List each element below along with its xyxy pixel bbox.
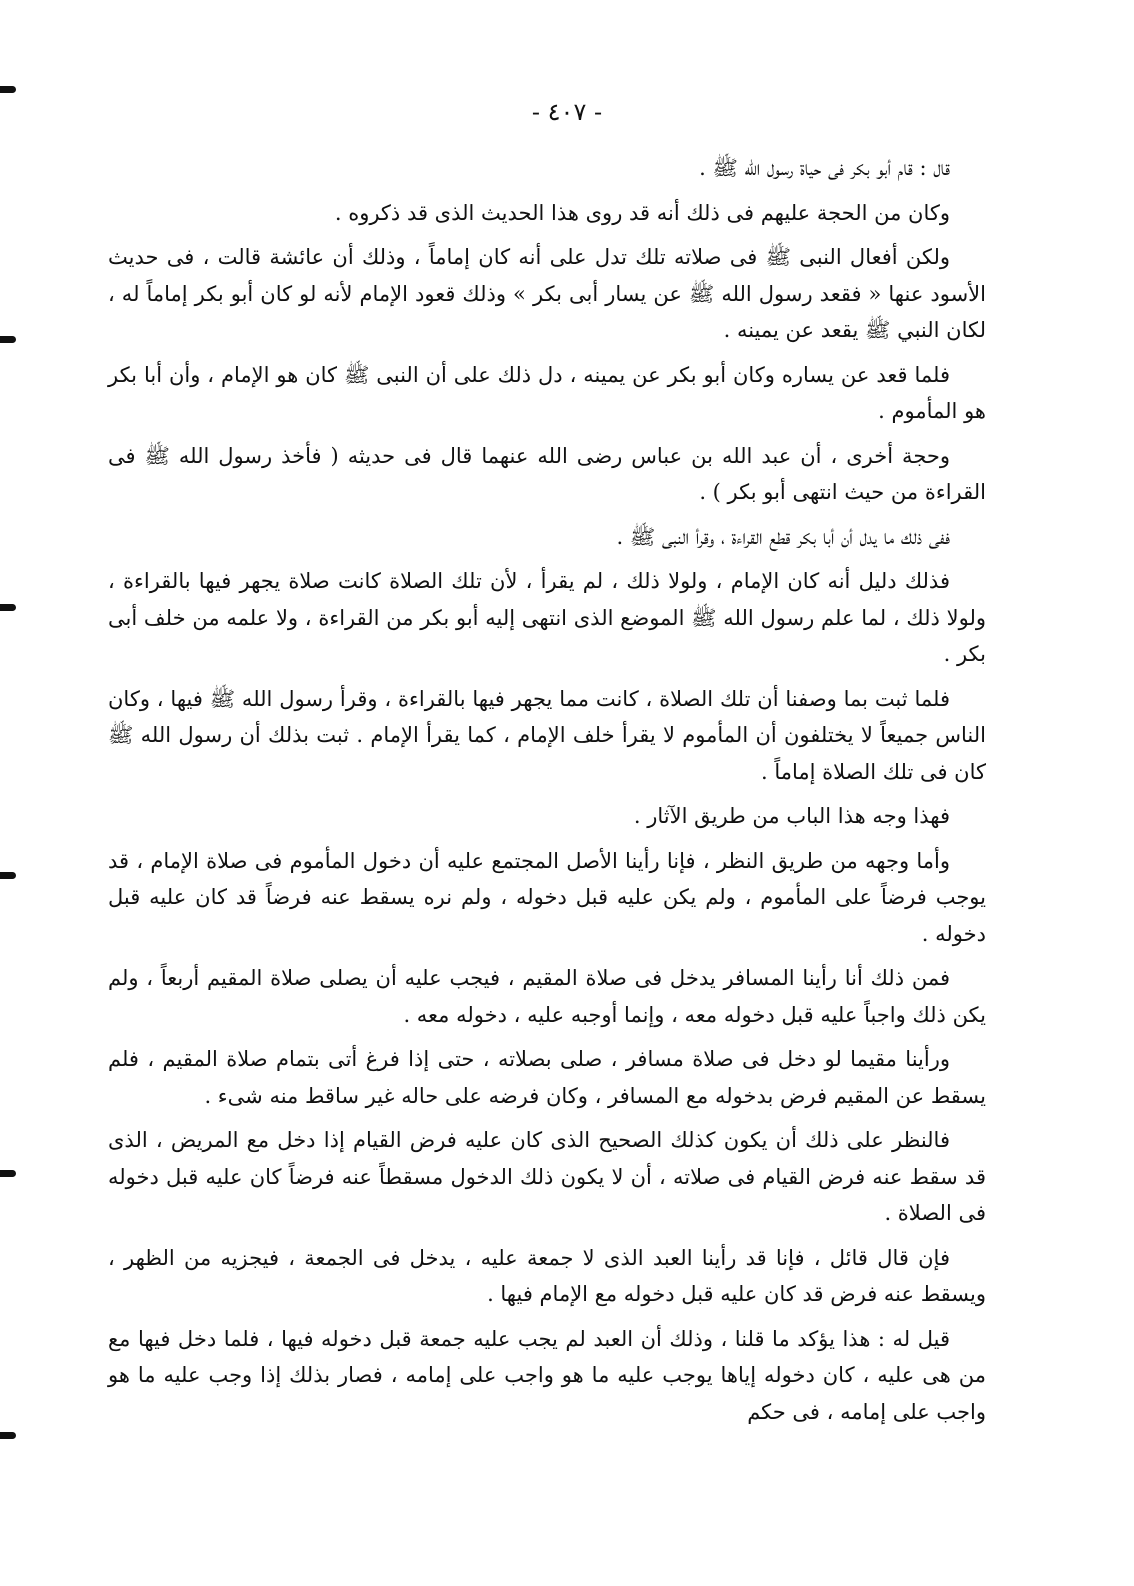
paragraph: ففى ذلك ما يدل أن أبا بكر قطع القراءة ، وقرأ النبى ﷺ .	[616, 524, 950, 549]
page-edge-mark	[0, 604, 16, 611]
paragraph: فلما قعد عن يساره وكان أبو بكر عن يمينه ، دل ذلك على أن النبى ﷺ كان هو الإمام ، وأن أبا بكر هو المأموم .	[108, 362, 986, 423]
page-edge-mark	[0, 1432, 16, 1439]
paragraph: قال : قام أبو بكر فى حياة رسول الله ﷺ .	[699, 156, 950, 180]
paragraph: ولكن أفعال النبى ﷺ فى صلاته تلك تدل على أنه كان إماماً ، وذلك أن عائشة قالت ، فى حديث الأسود عنها « فقعد رسول الله ﷺ عن يسار أبى بكر » وذلك قعود الإمام لأنه لو كان أبو بكر إماماً له ، لكان النبي ﷺ يقعد عن يمينه .	[108, 245, 986, 342]
paragraph: فهذا وجه هذا الباب من طريق الآثار .	[633, 804, 950, 828]
paragraph: فإن قال قائل ، فإنا قد رأينا العبد الذى لا جمعة عليه ، يدخل فى الجمعة ، فيجزيه من الظهر ، ويسقط عنه فرض قد كان عليه قبل دخوله مع الإمام فيها .	[108, 1245, 986, 1306]
page-number: - ٤٠٧ -	[531, 98, 603, 126]
paragraph: وكان من الحجة عليهم فى ذلك أنه قد روى هذا الحديث الذى قد ذكروه .	[334, 200, 950, 225]
page-edge-mark	[0, 86, 16, 93]
paragraph: فمن ذلك أنا رأينا المسافر يدخل فى صلاة المقيم ، فيجب عليه أن يصلى صلاة المقيم أربعاً ، ولم يكن ذلك واجباً عليه قبل دخوله معه ، وإنما أوجبه عليه ، دخوله معه .	[108, 966, 986, 1027]
paragraph: وأما وجهه من طريق النظر ، فإنا رأينا الأصل المجتمع عليه أن دخول المأموم فى صلاة الإمام ، قد يوجب فرضاً على المأموم ، ولم يكن عليه قبل دخوله ، ولم نره يسقط عنه فرضاً قد كان عليه قبل دخوله .	[108, 848, 986, 946]
paragraph: وحجة أخرى ، أن عبد الله بن عباس رضى الله عنهما قال فى حديثه ( فأخذ رسول الله ﷺ فى القراءة من حيث انتهى أبو بكر ) .	[108, 443, 986, 504]
paragraph: قيل له : هذا يؤكد ما قلنا ، وذلك أن العبد لم يجب عليه جمعة قبل دخوله فيها ، فلما دخل فيها مع من هى عليه ، كان دخوله إياها يوجب عليه ما هو واجب على إمامه ، فصار بذلك إذا وجب عليه ما هو واجب على إمامه ، فى حكم	[108, 1326, 986, 1424]
paragraph: فلما ثبت بما وصفنا أن تلك الصلاة ، كانت مما يجهر فيها بالقراءة ، وقرأ رسول الله ﷺ فيها ، وكان الناس جميعاً لا يختلفون أن المأموم لا يقرأ خلف الإمام ، كما يقرأ الإمام . ثبت بذلك أن رسول الله ﷺ كان فى تلك الصلاة إماماً .	[108, 686, 986, 784]
page-edge-mark	[0, 1170, 16, 1177]
paragraph: ورأينا مقيما لو دخل فى صلاة مسافر ، صلى بصلاته ، حتى إذا فرغ أتى بتمام صلاة المقيم ، فلم يسقط عن المقيم فرض بدخوله مع المسافر ، وكان فرضه على حاله غير ساقط منه شىء .	[108, 1047, 986, 1108]
page-edge-mark	[0, 336, 16, 343]
paragraph: فذلك دليل أنه كان الإمام ، ولولا ذلك ، لم يقرأ ، لأن تلك الصلاة كانت صلاة يجهر فيها بالقراءة ، ولولا ذلك ، لما علم رسول الله ﷺ الموضع الذى انتهى إليه أبو بكر من القراءة ، ولا علمه من خلف أبى بكر .	[108, 569, 986, 666]
page-edge-mark	[0, 872, 16, 879]
body-text	[108, 150, 986, 1438]
paragraph: فالنظر على ذلك أن يكون كذلك الصحيح الذى كان عليه فرض القيام إذا دخل مع المريض ، الذى قد سقط عنه فرض القيام فى صلاته ، أن لا يكون ذلك الدخول مسقطاً عنه فرضاً كان عليه قبل دخوله فى الصلاة .	[108, 1128, 986, 1225]
